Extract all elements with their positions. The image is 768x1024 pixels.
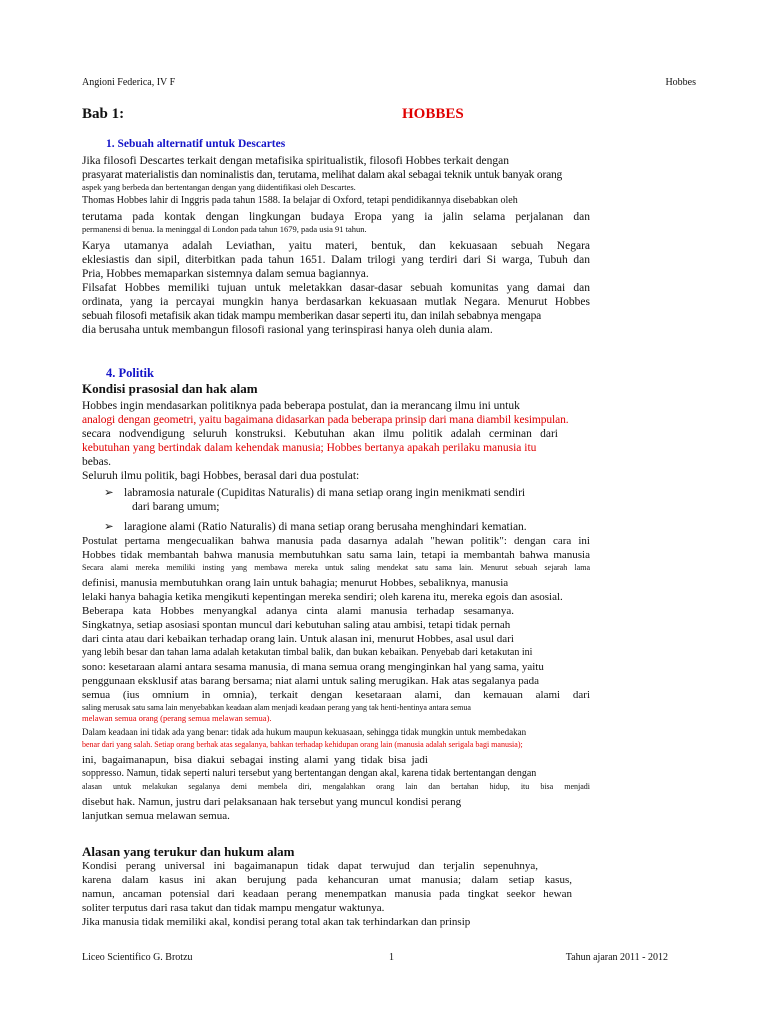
paragraph-line: penggunaan eksklusif atas barang bersama; niat alami untuk saling merugikan. Hak atas segalanya pada bbox=[82, 675, 539, 687]
paragraph-line: Seluruh ilmu politik, bagi Hobbes, berasal dari dua postulat: bbox=[82, 470, 360, 482]
paragraph-line: sono: kesetaraan alami antara sesama manusia, di mana semua orang menginginkan hal yang sama, yaitu bbox=[82, 661, 544, 673]
paragraph-line: Singkatnya, setiap asosiasi spontan muncul dari kebutuhan saling atau ambisi, tetapi tidak pernah bbox=[82, 619, 511, 631]
paragraph-line: namun, ancaman potensial dari keadaan perang menempatkan manusia pada tingkat seekor hewan bbox=[82, 888, 572, 900]
paragraph-line: eklesiastis dan sipil, diterbitkan pada tahun 1651. Dalam trilogi yang terdiri dari Si warga, Tubuh dan bbox=[82, 254, 590, 266]
section-1-body bbox=[82, 154, 590, 337]
paragraph-line: Hobbes tidak membantah bahwa manusia membutuhkan satu sama lain, tetapi ia membantah bahwa manusia bbox=[82, 549, 590, 561]
section-5-subheading: Alasan yang terukur dan hukum alam bbox=[82, 844, 295, 859]
bullet-item bbox=[82, 520, 632, 534]
paragraph-line: ini, bagaimanapun, bisa diakui sebagai insting alami yang tidak bisa jadi bbox=[82, 754, 428, 766]
paragraph-line-highlighted: melawan semua orang (perang semua melawan semua). bbox=[82, 713, 272, 723]
paragraph-line: Thomas Hobbes lahir di Inggris pada tahun 1588. Ia belajar di Oxford, tetapi pendidikannya disebabkan oleh bbox=[82, 195, 518, 206]
paragraph-line: disebut hak. Namun, justru dari pelaksanaan hak tersebut yang muncul kondisi perang bbox=[82, 796, 462, 808]
header-author: Angioni Federica, IV F bbox=[82, 77, 176, 88]
paragraph-line: karena dalam kasus ini akan berujung pada kehancuran umat manusia; dalam setiap kasus, bbox=[82, 874, 572, 886]
paragraph-line: Secara alami mereka memiliki insting yang membawa mereka untuk saling mendekat satu sama lain. Menurut sebuah sejarah lama bbox=[82, 563, 590, 572]
paragraph-line: dia berusaha untuk membangun filosofi rasional yang terinspirasi hanya oleh dunia alam. bbox=[82, 324, 493, 336]
footer-school: Liceo Scientifico G. Brotzu bbox=[82, 952, 193, 963]
arrow-bullet-icon: ➢ bbox=[104, 521, 114, 533]
paragraph-line: permanensi di benua. Ia meninggal di London pada tahun 1679, pada usia 91 tahun. bbox=[82, 224, 367, 234]
chapter-label: Bab 1: bbox=[82, 106, 125, 122]
paragraph-line: definisi, manusia membutuhkan orang lain untuk bahagia; menurut Hobbes, sebaliknya, manusia bbox=[82, 577, 509, 589]
paragraph-line: Jika filosofi Descartes terkait dengan metafisika spiritualistik, filosofi Hobbes terkait dengan bbox=[82, 155, 509, 167]
paragraph-line: lelaki hanya bahagia ketika mengikuti kepentingan mereka sendiri; oleh karena itu, mereka egois dan asosial. bbox=[82, 591, 563, 603]
paragraph-line: Filsafat Hobbes memiliki tujuan untuk meletakkan dasar-dasar sebuah komunitas yang damai dan bbox=[82, 282, 590, 294]
paragraph-line: Jika manusia tidak memiliki akal, kondisi perang total akan tak terhindarkan dan prinsip bbox=[82, 916, 471, 928]
bullet-text: laragione alami (Ratio Naturalis) di mana setiap orang berusaha menghindari kematian. bbox=[124, 521, 527, 533]
paragraph-line: Dalam keadaan ini tidak ada yang benar: tidak ada hukum maupun kekuasaan, sehingga tidak mungkin untuk membedakan bbox=[82, 727, 527, 737]
footer-year: Tahun ajaran 2011 - 2012 bbox=[565, 952, 668, 963]
paragraph-line: Pria, Hobbes memaparkan sistemnya dalam semua bagiannya. bbox=[82, 268, 369, 280]
paragraph-line: sebuah filosofi metafisik akan tidak mampu memberikan dasar seperti itu, dan inilah sebabnya mengapa bbox=[82, 310, 542, 322]
bullet-text: dari barang umum; bbox=[132, 501, 220, 513]
paragraph-line: aspek yang berbeda dan bertentangan dengan yang diidentifikasi oleh Descartes. bbox=[82, 182, 356, 192]
paragraph-line: terutama pada kontak dengan lingkungan budaya Eropa yang ia jalin selama perjalanan dan bbox=[82, 211, 590, 223]
section-1-heading: 1. Sebuah alternatif untuk Descartes bbox=[106, 138, 286, 150]
paragraph-line: ordinata, yang ia percayai mungkin hanya berdasarkan kekuasaan mutlak Negara. Menurut Hobbes bbox=[82, 296, 590, 308]
paragraph-line: Hobbes ingin mendasarkan politiknya pada beberapa postulat, dan ia merancang ilmu ini untuk bbox=[82, 400, 520, 412]
paragraph-line: soliter terputus dari rasa takut dan tidak mampu mengatur waktunya. bbox=[82, 902, 385, 914]
section-4-subheading: Kondisi prasosial dan hak alam bbox=[82, 381, 258, 396]
paragraph-line-highlighted: kebutuhan yang bertindak dalam kehendak manusia; Hobbes bertanya apakah perilaku manusia itu bbox=[82, 442, 537, 454]
paragraph-line-highlighted: benar dari yang salah. Setiap orang berhak atas segalanya, bahkan terhadap kehidupan orang lain (manusia adalah serigala bagi manusia); bbox=[82, 740, 523, 749]
paragraph-line: Karya utamanya adalah Leviathan, yaitu materi, bentuk, dan kekuasaan sebuah Negara bbox=[82, 240, 590, 252]
paragraph-line: Postulat pertama mengecualikan bahwa manusia pada dasarnya adalah "hewan politik": dengan cara ini bbox=[82, 535, 590, 547]
paragraph-line: prasyarat materialistis dan nominalistis dan, terutama, melihat dalam akal sebagai teknik untuk banyak orang bbox=[82, 169, 563, 181]
paragraph-line: soppresso. Namun, tidak seperti naluri tersebut yang bertentangan dengan akal, karena tidak bertentangan dengan bbox=[82, 768, 537, 779]
arrow-bullet-icon: ➢ bbox=[104, 487, 114, 499]
paragraph-line: yang lebih besar dan tahan lama adalah ketakutan timbal balik, dan bukan kebaikan. Penyebab dari ketakutan ini bbox=[82, 647, 533, 658]
header-subject: Hobbes bbox=[665, 77, 696, 88]
section-5-body bbox=[82, 859, 572, 929]
bullet-text: labramosia naturale (Cupiditas Naturalis) di mana setiap orang ingin menikmati sendiri bbox=[124, 487, 526, 499]
paragraph-line: lanjutkan semua melawan semua. bbox=[82, 810, 230, 822]
chapter-title: HOBBES bbox=[402, 106, 464, 122]
paragraph-line: semua (ius omnium in omnia), terkait dengan kesetaraan alami, dan kemauan alami dari bbox=[82, 689, 590, 701]
section-4-continued bbox=[82, 534, 590, 823]
paragraph-line-highlighted: analogi dengan geometri, yaitu bagaimana didasarkan pada beberapa prinsip dari mana diambil kesimpulan. bbox=[82, 414, 569, 426]
paragraph-line: Kondisi perang universal ini bagaimanapun tidak dapat terwujud dan terjalin sepenuhnya, bbox=[82, 860, 538, 872]
paragraph-line: saling merusak satu sama lain menyebabkan keadaan alam menjadi keadaan perang yang tak henti-hentinya antara semua bbox=[82, 703, 471, 712]
section-4-body bbox=[82, 399, 632, 823]
paragraph-line: dari cinta atau dari kebaikan terhadap orang lain. Untuk alasan ini, menurut Hobbes, asal usul dari bbox=[82, 633, 514, 645]
section-4-heading: 4. Politik bbox=[106, 366, 154, 380]
paragraph-line: secara nodvendigung seluruh konstruksi. Kebutuhan akan ilmu politik adalah cerminan dari bbox=[82, 428, 558, 440]
paragraph-line: Beberapa kata Hobbes menyangkal adanya cinta alami manusia terhadap sesamanya. bbox=[82, 605, 514, 617]
paragraph-line: bebas. bbox=[82, 456, 112, 468]
footer-page-number: 1 bbox=[389, 952, 394, 963]
paragraph-line: alasan untuk melakukan segalanya demi membela diri, mengalahkan orang lain dan bertahan hidup, itu bisa menjadi bbox=[82, 782, 590, 791]
bullet-item bbox=[82, 486, 632, 514]
